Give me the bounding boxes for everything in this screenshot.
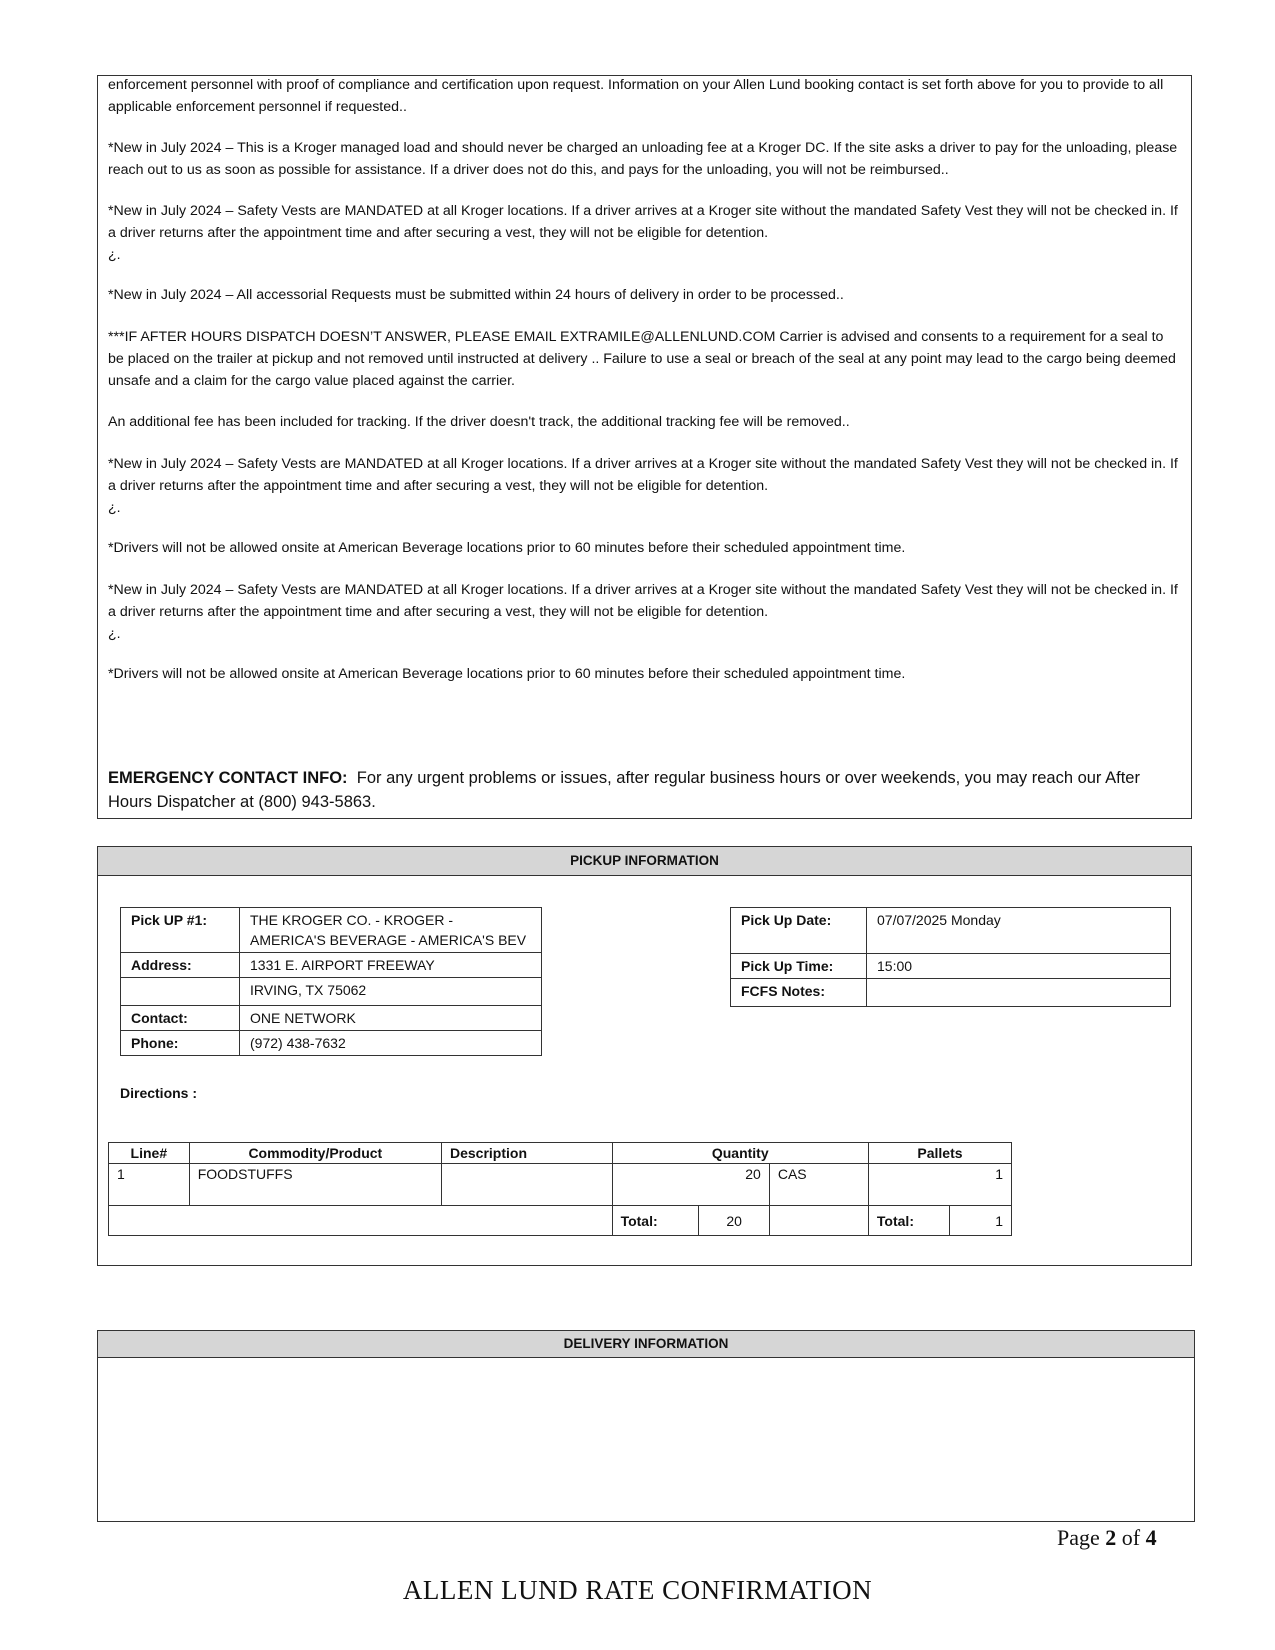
totals-row [109, 1206, 1012, 1236]
pickup-label: Pick UP #1: [121, 908, 240, 953]
pickup-name: THE KROGER CO. - KROGER - AMERICA'S BEVERAGE - AMERICA'S BEV [240, 908, 542, 953]
contact-label: Contact: [121, 1006, 240, 1031]
commodity-table [108, 1142, 1012, 1236]
note-american-beverage: *Drivers will not be allowed onsite at American Beverage locations prior to 60 minutes before their scheduled appointment time. [108, 666, 906, 682]
col-description: Description [441, 1143, 612, 1164]
page-total: 4 [1145, 1525, 1157, 1550]
note-after-hours-seal: ***IF AFTER HOURS DISPATCH DOESN’T ANSWER, PLEASE EMAIL EXTRAMILE@ALLENLUND.COM Carrier is advised and consents to a requirement for a seal to be placed on the trailer at pickup and not removed until instructed at delivery .. Failure to use a seal or breach of the seal at any point may lead to the cargo being deemed unsafe and a claim for the cargo value placed against the carrier. [108, 329, 1176, 389]
col-quantity: Quantity [612, 1143, 868, 1164]
delivery-information-header: DELIVERY INFORMATION [98, 1331, 1194, 1358]
contact-value: ONE NETWORK [240, 1006, 542, 1031]
emergency-contact [108, 766, 1183, 814]
pickup-date-label: Pick Up Date: [731, 908, 867, 954]
address-line1: 1331 E. AIRPORT FREEWAY [240, 953, 542, 978]
pickup-address-table [120, 907, 542, 1056]
note-enforcement: enforcement personnel with proof of compliance and certification upon request. Information on your Allen Lund booking contact is set forth above for you to provide to all applicable enforcement personnel if requested.. [108, 77, 1164, 115]
row-unit: CAS [769, 1164, 868, 1206]
pickup-time-label: Pick Up Time: [731, 954, 867, 979]
emergency-contact-label: EMERGENCY CONTACT INFO: [108, 769, 348, 787]
fcfs-notes-value [867, 979, 1171, 1007]
note-tracking-fee: An additional fee has been included for tracking. If the driver doesn't track, the additional tracking fee will be removed.. [108, 414, 850, 430]
col-commodity: Commodity/Product [189, 1143, 441, 1164]
address-label: Address: [121, 953, 240, 978]
row-commodity: FOODSTUFFS [189, 1164, 441, 1206]
fcfs-notes-label: FCFS Notes: [731, 979, 867, 1007]
note-american-beverage: *Drivers will not be allowed onsite at American Beverage locations prior to 60 minutes before their scheduled appointment time. [108, 540, 906, 556]
note-safety-vests: *New in July 2024 – Safety Vests are MANDATED at all Kroger locations. If a driver arrives at a Kroger site without the mandated Safety Vest they will not be checked in. If a driver returns after the appointment time and after securing a vest, they will not be eligible for detention. ¿. [108, 456, 1178, 516]
emergency-contact-text: For any urgent problems or issues, after regular business hours or over weekends, you may reach our After Hours Dispatcher at (800) 943-5863. [108, 769, 1140, 811]
total-qty-label: Total: [612, 1206, 699, 1236]
delivery-information-section [97, 1330, 1195, 1522]
table-row [109, 1164, 1012, 1206]
pickup-information-section [97, 846, 1192, 1266]
pickup-date-value: 07/07/2025 Monday [867, 908, 1171, 954]
note-safety-vests: *New in July 2024 – Safety Vests are MANDATED at all Kroger locations. If a driver arrives at a Kroger site without the mandated Safety Vest they will not be checked in. If a driver returns after the appointment time and after securing a vest, they will not be eligible for detention. ¿. [108, 203, 1178, 263]
note-accessorial: *New in July 2024 – All accessorial Requests must be submitted within 24 hours of delivery in order to be processed.. [108, 287, 844, 303]
total-pallets-value: 1 [949, 1206, 1011, 1236]
total-qty-value: 20 [699, 1206, 769, 1236]
note-safety-vests: *New in July 2024 – Safety Vests are MANDATED at all Kroger locations. If a driver arrives at a Kroger site without the mandated Safety Vest they will not be checked in. If a driver returns after the appointment time and after securing a vest, they will not be eligible for detention. ¿. [108, 582, 1178, 642]
pickup-time-value: 15:00 [867, 954, 1171, 979]
row-line: 1 [109, 1164, 190, 1206]
pickup-schedule-table [730, 907, 1171, 1007]
address-line2: IRVING, TX 75062 [240, 978, 542, 1006]
phone-value: (972) 438-7632 [240, 1031, 542, 1056]
note-kroger-unloading: *New in July 2024 – This is a Kroger managed load and should never be charged an unloading fee at a Kroger DC. If the site asks a driver to pay for the unloading, please reach out to us as soon as possible for assistance. If a driver does not do this, and pays for the unloading, you will not be reimbursed.. [108, 140, 1178, 178]
phone-label: Phone: [121, 1031, 240, 1056]
page-current: 2 [1105, 1525, 1117, 1550]
directions-label: Directions : [120, 1085, 198, 1101]
total-pallets-label: Total: [868, 1206, 949, 1236]
row-description [441, 1164, 612, 1206]
col-line: Line# [109, 1143, 190, 1164]
terms-notes-box [97, 75, 1192, 819]
col-pallets: Pallets [868, 1143, 1011, 1164]
row-quantity: 20 [612, 1164, 769, 1206]
pickup-information-header: PICKUP INFORMATION [98, 847, 1191, 876]
page-number: Page 2 of 4 [1057, 1525, 1157, 1550]
document-title: ALLEN LUND RATE CONFIRMATION [402, 1575, 873, 1605]
row-pallets: 1 [868, 1164, 1011, 1206]
